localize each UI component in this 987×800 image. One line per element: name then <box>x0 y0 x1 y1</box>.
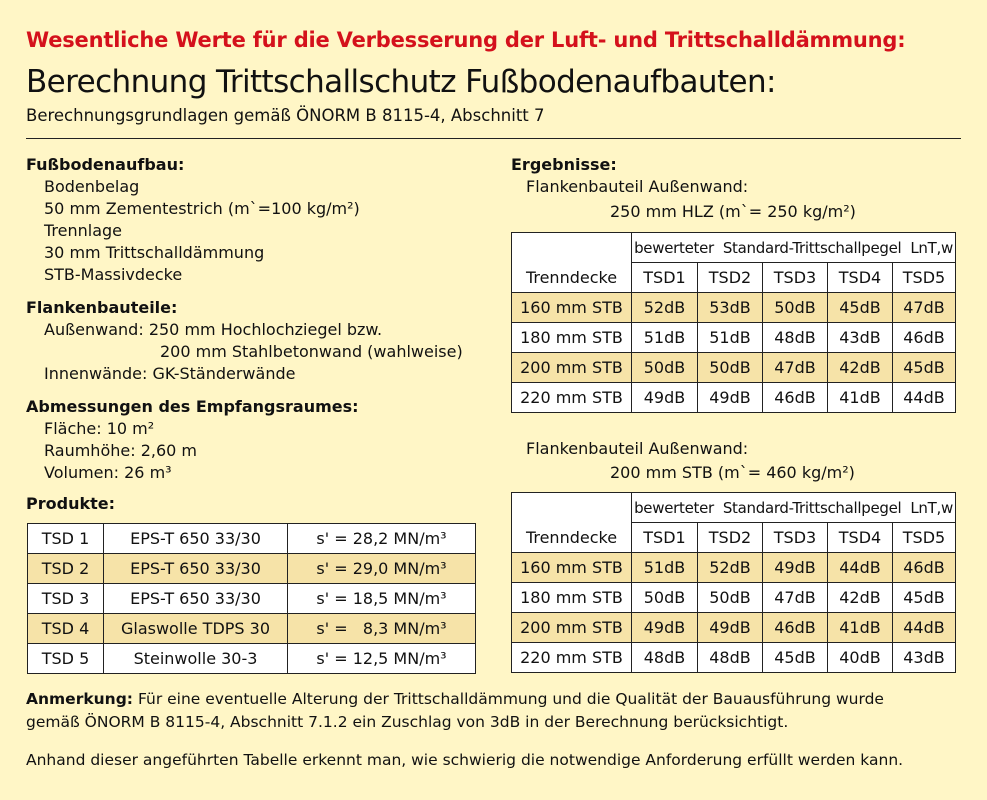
table-row <box>512 353 956 383</box>
table-row <box>28 524 476 554</box>
cell-value: 49dB <box>632 613 698 643</box>
table-row <box>28 554 476 584</box>
cell-value: 44dB <box>828 553 893 583</box>
cell-value: 45dB <box>893 353 956 383</box>
results-table-hlz <box>511 232 956 413</box>
note-line: gemäß ÖNORM B 8115-4, Abschnitt 7.1.2 ein Zuschlag von 3dB in der Berechnung berücksichtigt. <box>26 713 789 731</box>
cell-value: 46dB <box>893 553 956 583</box>
product-name: Steinwolle 30-3 <box>104 644 288 674</box>
cell-value: 50dB <box>698 583 763 613</box>
floor-item: 30 mm Trittschalldämmung <box>44 243 265 262</box>
cell-value: 48dB <box>698 643 763 673</box>
table-row <box>512 643 956 673</box>
products-heading: Produkte: <box>26 494 115 513</box>
room-item: Volumen: 26 m³ <box>44 463 172 482</box>
table-row <box>28 644 476 674</box>
row-label: 220 mm STB <box>512 383 632 413</box>
page-title: Berechnung Trittschallschutz Fußbodenaufbauten: <box>26 64 776 100</box>
table-row <box>28 614 476 644</box>
product-stiffness: s' = 29,0 MN/m³ <box>288 554 476 584</box>
header-blank <box>512 233 632 263</box>
product-stiffness: s' = 8,3 MN/m³ <box>288 614 476 644</box>
cell-value: 46dB <box>763 613 828 643</box>
floor-item: STB-Massivdecke <box>44 265 183 284</box>
product-code: TSD 4 <box>28 614 104 644</box>
cell-value: 47dB <box>763 353 828 383</box>
header-group: bewerteter Standard-Trittschallpegel LnT,w <box>632 493 956 523</box>
product-name: EPS-T 650 33/30 <box>104 554 288 584</box>
cell-value: 50dB <box>632 583 698 613</box>
column-header: Trenndecke <box>512 523 632 553</box>
cell-value: 45dB <box>828 293 893 323</box>
row-label: 160 mm STB <box>512 553 632 583</box>
column-header: TSD4 <box>828 263 893 293</box>
floor-item: Trennlage <box>44 221 123 240</box>
results-table-stb <box>511 492 956 673</box>
column-header: TSD3 <box>763 523 828 553</box>
header-blank <box>512 493 632 523</box>
floor-item: Bodenbelag <box>44 177 140 196</box>
product-code: TSD 3 <box>28 584 104 614</box>
cell-value: 49dB <box>698 613 763 643</box>
table-row <box>512 383 956 413</box>
headline: Wesentliche Werte für die Verbesserung der Luft- und Trittschalldämmung: <box>26 28 906 52</box>
cell-value: 49dB <box>698 383 763 413</box>
column-header: TSD4 <box>828 523 893 553</box>
note-conclusion: Anhand dieser angeführten Tabelle erkennt man, wie schwierig die notwendige Anforderung erfüllt werden kann. <box>26 751 904 769</box>
product-code: TSD 2 <box>28 554 104 584</box>
note-text: Für eine eventuelle Alterung der Trittschalldämmung und die Qualität der Bauausführung wurde <box>133 690 884 708</box>
floor-item: 50 mm Zementestrich (m`=100 kg/m²) <box>44 199 360 218</box>
cell-value: 40dB <box>828 643 893 673</box>
table2-caption: Flankenbauteil Außenwand: <box>526 439 749 458</box>
table1-caption: Flankenbauteil Außenwand: <box>526 177 749 196</box>
row-label: 200 mm STB <box>512 353 632 383</box>
row-label: 220 mm STB <box>512 643 632 673</box>
column-header: TSD2 <box>698 523 763 553</box>
cell-value: 50dB <box>698 353 763 383</box>
cell-value: 48dB <box>632 643 698 673</box>
cell-value: 52dB <box>698 553 763 583</box>
cell-value: 44dB <box>893 383 956 413</box>
row-label: 200 mm STB <box>512 613 632 643</box>
cell-value: 42dB <box>828 583 893 613</box>
cell-value: 53dB <box>698 293 763 323</box>
subtitle: Berechnungsgrundlagen gemäß ÖNORM B 8115-4, Abschnitt 7 <box>26 106 545 125</box>
column-header: TSD5 <box>893 263 956 293</box>
flank-line: 200 mm Stahlbetonwand (wahlweise) <box>160 342 463 361</box>
table-row <box>512 583 956 613</box>
column-header: TSD1 <box>632 263 698 293</box>
product-name: Glaswolle TDPS 30 <box>104 614 288 644</box>
table-header-row <box>512 263 956 293</box>
cell-value: 45dB <box>763 643 828 673</box>
cell-value: 41dB <box>828 383 893 413</box>
room-item: Fläche: 10 m² <box>44 419 155 438</box>
cell-value: 45dB <box>893 583 956 613</box>
table-row <box>512 613 956 643</box>
product-code: TSD 1 <box>28 524 104 554</box>
table-header-row <box>512 233 956 263</box>
row-label: 180 mm STB <box>512 583 632 613</box>
cell-value: 44dB <box>893 613 956 643</box>
table-row <box>512 553 956 583</box>
cell-value: 51dB <box>632 553 698 583</box>
column-header: TSD2 <box>698 263 763 293</box>
table1-subcaption: 250 mm HLZ (m`= 250 kg/m²) <box>610 202 856 221</box>
cell-value: 43dB <box>893 643 956 673</box>
cell-value: 47dB <box>763 583 828 613</box>
table-row <box>28 584 476 614</box>
cell-value: 51dB <box>698 323 763 353</box>
product-stiffness: s' = 18,5 MN/m³ <box>288 584 476 614</box>
divider <box>26 138 961 139</box>
header-group: bewerteter Standard-Trittschallpegel LnT,w <box>632 233 956 263</box>
table-header-row <box>512 493 956 523</box>
cell-value: 46dB <box>763 383 828 413</box>
table-header-row <box>512 523 956 553</box>
room-heading: Abmessungen des Empfangsraumes: <box>26 397 359 416</box>
cell-value: 47dB <box>893 293 956 323</box>
table-row <box>512 323 956 353</box>
floor-heading: Fußbodenaufbau: <box>26 155 185 174</box>
note-line <box>26 690 884 708</box>
product-name: EPS-T 650 33/30 <box>104 584 288 614</box>
cell-value: 51dB <box>632 323 698 353</box>
column-header: TSD3 <box>763 263 828 293</box>
product-code: TSD 5 <box>28 644 104 674</box>
product-stiffness: s' = 12,5 MN/m³ <box>288 644 476 674</box>
product-name: EPS-T 650 33/30 <box>104 524 288 554</box>
product-stiffness: s' = 28,2 MN/m³ <box>288 524 476 554</box>
column-header: TSD1 <box>632 523 698 553</box>
flank-line: Innenwände: GK-Ständerwände <box>44 364 296 383</box>
flank-line: Außenwand: 250 mm Hochlochziegel bzw. <box>44 320 383 339</box>
room-item: Raumhöhe: 2,60 m <box>44 441 197 460</box>
table-row <box>512 293 956 323</box>
cell-value: 48dB <box>763 323 828 353</box>
cell-value: 50dB <box>632 353 698 383</box>
column-header: TSD5 <box>893 523 956 553</box>
flank-heading: Flankenbauteile: <box>26 298 178 317</box>
cell-value: 41dB <box>828 613 893 643</box>
cell-value: 49dB <box>632 383 698 413</box>
cell-value: 43dB <box>828 323 893 353</box>
row-label: 180 mm STB <box>512 323 632 353</box>
cell-value: 50dB <box>763 293 828 323</box>
column-header: Trenndecke <box>512 263 632 293</box>
cell-value: 42dB <box>828 353 893 383</box>
products-table <box>27 523 476 674</box>
note-label: Anmerkung: <box>26 690 134 708</box>
cell-value: 46dB <box>893 323 956 353</box>
row-label: 160 mm STB <box>512 293 632 323</box>
table2-subcaption: 200 mm STB (m`= 460 kg/m²) <box>610 463 855 482</box>
results-heading: Ergebnisse: <box>511 155 617 174</box>
cell-value: 49dB <box>763 553 828 583</box>
cell-value: 52dB <box>632 293 698 323</box>
